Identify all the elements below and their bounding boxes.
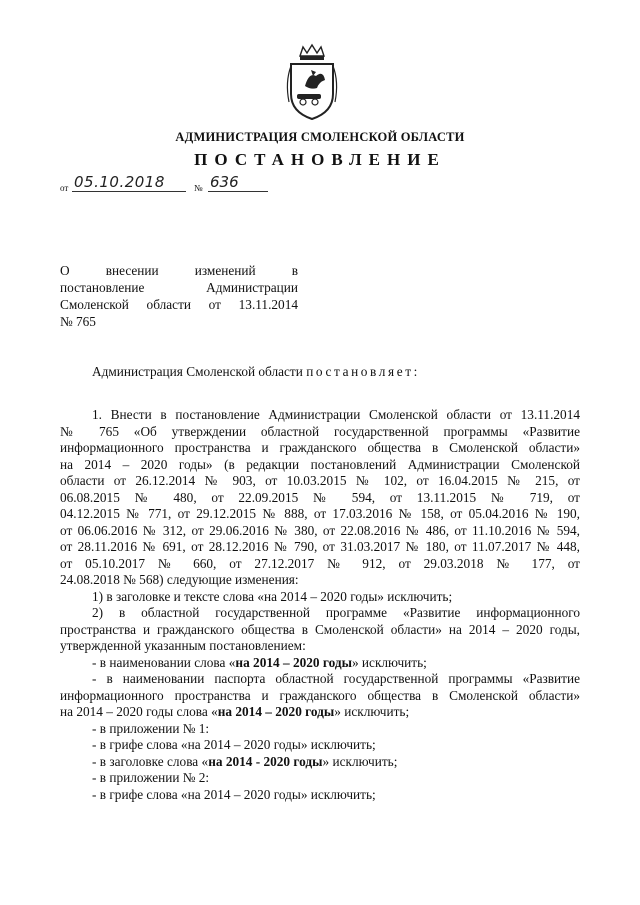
body-line: 24.08.2018 № 568) следующие изменения: (60, 572, 299, 587)
date-label: от (60, 183, 69, 193)
subject-line: постановление Администрации (60, 280, 298, 295)
date-value: 05.10.2018 (74, 173, 165, 191)
text-run: - в заголовке слова « (92, 753, 209, 769)
body-line: 2) в областной государственной программе «Развитие информационного (92, 605, 580, 620)
subject-line: О внесении изменений в (60, 263, 298, 278)
text-run: » исключить; (351, 654, 427, 670)
body-line: 06.08.2015 № 480, от 22.09.2015 № 594, от 13.11.2015 № 719, от (60, 489, 580, 505)
body-line: - в грифе слова «на 2014 – 2020 годы» исключить; (92, 737, 376, 752)
date-number-row (60, 175, 380, 195)
body-line: - в приложении № 2: (92, 770, 210, 785)
body-line: утвержденной указанным постановлением: (60, 638, 306, 653)
body-line: 1. Внести в постановление Администрации Смоленской области от 13.11.2014 (92, 407, 580, 422)
body-line: информационного пространства и гражданского общества в Смоленской области» (60, 440, 580, 455)
document-body (60, 407, 580, 803)
organization-name: АДМИНИСТРАЦИЯ СМОЛЕНСКОЙ ОБЛАСТИ (175, 130, 465, 144)
resolution-verb: постановляет: (306, 364, 420, 379)
text-run: » исключить; (322, 753, 398, 769)
document-subject (60, 262, 298, 330)
body-line: области от 26.12.2014 № 903, от 10.03.2015 № 102, от 16.04.2015 № 215, от (60, 473, 580, 488)
document-type-title: ПОСТАНОВЛЕНИЕ (194, 150, 446, 169)
bold-phrase: на 2014 – 2020 годы (235, 654, 352, 670)
body-line: от 28.11.2016 № 691, от 28.12.2016 № 790, от 31.03.2017 № 180, от 11.07.2017 № 448, (60, 539, 580, 554)
subject-line: № 765 (60, 314, 96, 329)
number-value: 636 (210, 173, 239, 191)
body-line: от 05.10.2017 № 660, от 27.12.2017 № 912, от 29.03.2018 № 177, от (60, 555, 580, 571)
resolution-phrase (92, 364, 420, 380)
body-line: - в приложении № 1: (92, 720, 210, 736)
body-line (60, 704, 580, 721)
text-run: на 2014 – 2020 годы слова « (60, 704, 218, 719)
bold-phrase: на 2014 - 2020 годы (208, 753, 323, 769)
text-run: - в наименовании слова « (92, 654, 236, 670)
body-line: - в наименовании паспорта областной государственной программы «Развитие (92, 671, 580, 686)
bold-phrase: на 2014 – 2020 годы (217, 704, 335, 719)
body-line: пространства и гражданского общества в Смоленской области» на 2014 – 2020 годы, (60, 621, 580, 637)
body-line: 04.12.2015 № 771, от 29.12.2015 № 888, от 17.03.2016 № 158, от 05.04.2016 № 190, (60, 506, 580, 521)
body-line: - в грифе слова «на 2014 – 2020 годы» исключить; (92, 786, 376, 802)
resolution-prefix: Администрация Смоленской области (92, 364, 303, 379)
body-line: на 2014 – 2020 годы» (в редакции постановлений Администрации Смоленской (60, 456, 580, 472)
subject-line: Смоленской области от 13.11.2014 (60, 297, 298, 312)
number-underline (208, 191, 268, 192)
body-line: № 765 «Об утверждении областной государственной программы «Развитие (60, 423, 580, 439)
text-run: » исключить; (334, 704, 410, 719)
number-label: № (194, 183, 203, 193)
body-line: от 06.06.2016 № 312, от 29.06.2016 № 380, от 22.08.2016 № 486, от 11.10.2016 № 594, (60, 522, 580, 538)
body-line: 1) в заголовке и тексте слова «на 2014 – 2020 годы» исключить; (92, 588, 453, 604)
body-line (60, 754, 580, 771)
body-line: информационного пространства и гражданского общества в Смоленской области» (60, 687, 580, 703)
date-underline (72, 191, 186, 192)
coat-of-arms-icon (283, 42, 341, 122)
body-line (60, 655, 580, 672)
